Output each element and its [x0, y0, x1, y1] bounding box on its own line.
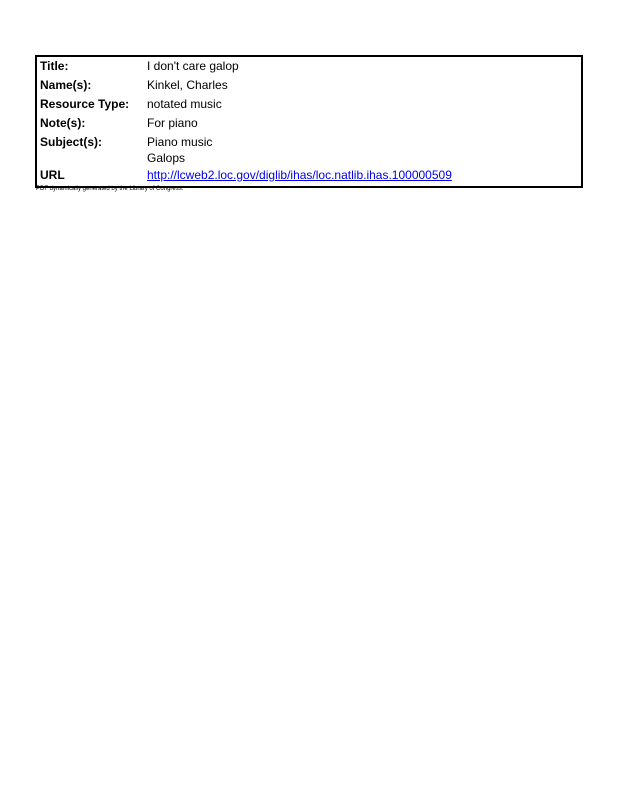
- subject-item: Piano music: [147, 135, 213, 149]
- title-label: Title:: [40, 59, 69, 73]
- subjects-label: Subject(s):: [40, 135, 103, 149]
- footer-note: PDF dynamically generated by the Library of Congress.: [36, 186, 184, 192]
- url-link[interactable]: http://lcweb2.loc.gov/diglib/ihas/loc.natlib.ihas.100000509: [147, 168, 452, 182]
- title-value: I don't care galop: [147, 59, 239, 73]
- subjects-values: [147, 135, 212, 167]
- url-label: URL: [40, 168, 65, 182]
- names-value: Kinkel, Charles: [147, 78, 228, 92]
- notes-label: Note(s):: [40, 116, 86, 130]
- names-label: Name(s):: [40, 78, 92, 92]
- resource-type-value: notated music: [147, 97, 222, 111]
- resource-type-label: Resource Type:: [40, 97, 130, 111]
- metadata-record-box: [35, 55, 583, 188]
- notes-value: For piano: [147, 116, 198, 130]
- subject-item: Galops: [147, 151, 186, 165]
